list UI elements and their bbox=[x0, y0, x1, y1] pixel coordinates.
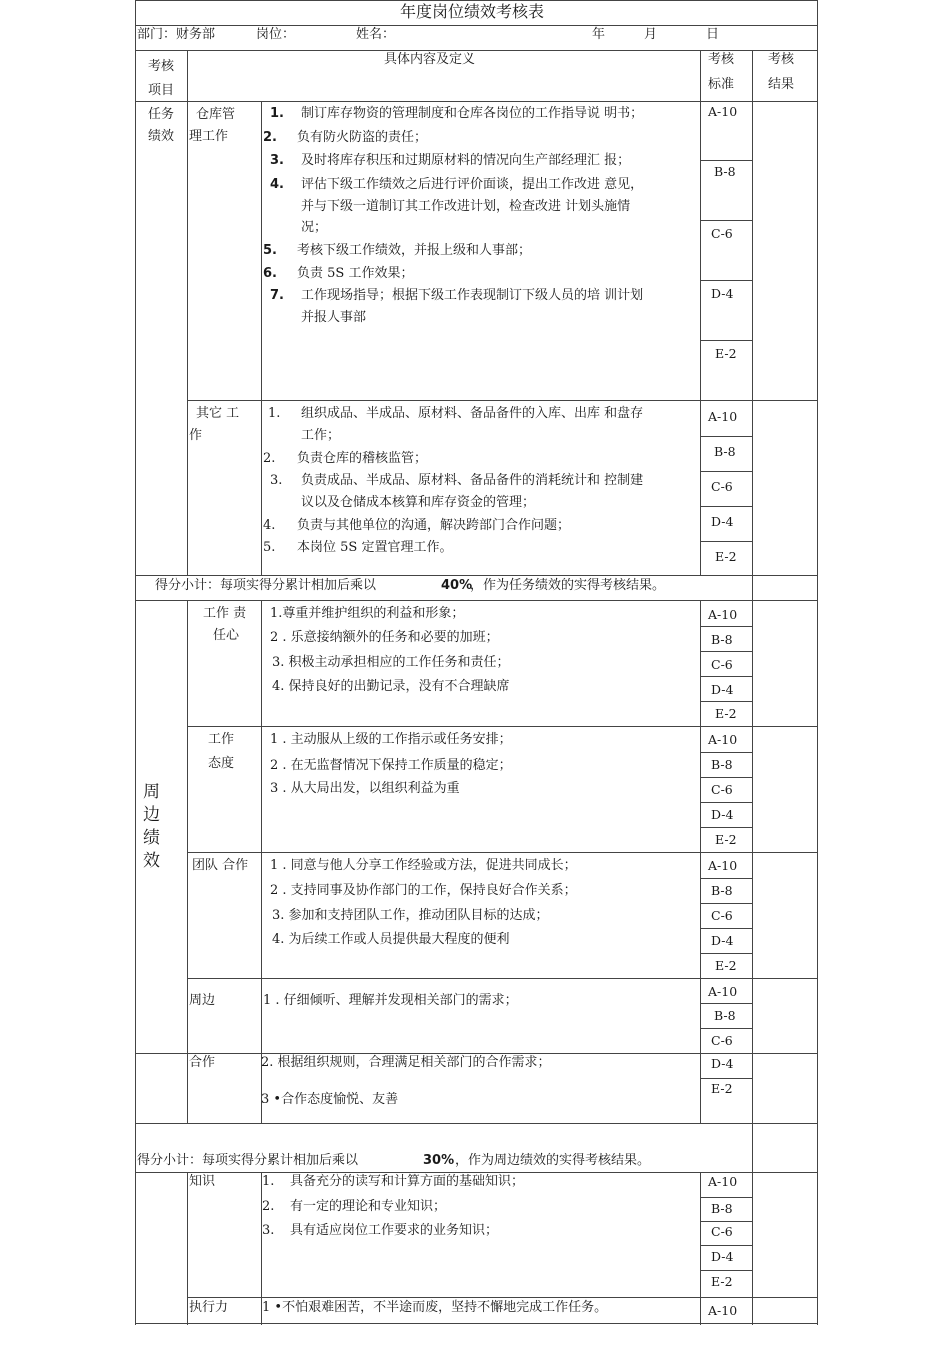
section-label-peripheral: 效 bbox=[143, 851, 160, 871]
list-item: 1.尊重并维护组织的利益和形象； bbox=[270, 606, 465, 621]
list-item: 3. 积极主动承担相应的工作任务和责任； bbox=[272, 655, 510, 670]
list-item: 1 . 主动服从上级的工作指示或任务安排； bbox=[270, 732, 512, 747]
list-item: 1 •不怕艰难困苦，不半途而废，坚持不懈地完成工作任务。 bbox=[262, 1300, 608, 1315]
col-header-result: 考核 bbox=[768, 52, 795, 67]
grade-label: B-8 bbox=[711, 883, 733, 898]
grade-label: A-10 bbox=[708, 607, 738, 622]
page-title: 年度岗位绩效考核表 bbox=[400, 2, 545, 21]
grade-label: B-8 bbox=[714, 164, 736, 179]
section-label-task: 任务 bbox=[148, 107, 175, 122]
grade-label: C-6 bbox=[711, 226, 733, 241]
grade-label: D-4 bbox=[711, 286, 734, 301]
subsection-cooperation: 合作 bbox=[189, 1055, 216, 1070]
grade-label: C-6 bbox=[711, 908, 733, 923]
subsection-warehouse: 仓库管 bbox=[196, 107, 236, 122]
grade-label: E-2 bbox=[715, 346, 737, 361]
grade-label: B-8 bbox=[711, 757, 733, 772]
month-label: 月 bbox=[644, 27, 658, 42]
grade-label: A-10 bbox=[708, 732, 738, 747]
grade-label: B-8 bbox=[714, 444, 736, 459]
col-header-item: 考核 bbox=[148, 59, 175, 74]
grade-label: B-8 bbox=[711, 632, 733, 647]
list-item: 4. 为后续工作或人员提供最大程度的便利 bbox=[272, 932, 510, 947]
grade-label: D-4 bbox=[711, 514, 734, 529]
grade-label: E-2 bbox=[715, 549, 737, 564]
dept-label: 部门：财务部 bbox=[137, 27, 216, 42]
section-label-peripheral: 绩 bbox=[143, 828, 160, 848]
grade-label: D-4 bbox=[711, 682, 734, 697]
grade-label: A-10 bbox=[708, 104, 738, 119]
subsection-execution: 执行力 bbox=[189, 1300, 229, 1315]
list-item: 4. 保持良好的出勤记录，没有不合理缺席 bbox=[272, 679, 510, 694]
section-label-peripheral: 周 bbox=[143, 782, 160, 802]
subsection-responsibility: 工作 责 bbox=[203, 606, 247, 621]
col-header-standard: 标准 bbox=[708, 77, 735, 92]
grade-label: D-4 bbox=[711, 933, 734, 948]
subsection-other: 其它 工 bbox=[196, 406, 240, 421]
list-item: 2 . 在无监督情况下保持工作质量的稳定； bbox=[270, 758, 512, 773]
list-item: 2. 根据组织规则，合理满足相关部门的合作需求； bbox=[261, 1055, 551, 1070]
grade-label: A-10 bbox=[708, 858, 738, 873]
subsection-cooperation: 周边 bbox=[189, 993, 216, 1008]
grade-label: A-10 bbox=[708, 409, 738, 424]
list-item: 1 . 仔细倾听、理解并发现相关部门的需求； bbox=[263, 993, 518, 1008]
grade-label: C-6 bbox=[711, 782, 733, 797]
subsection-attitude: 态度 bbox=[208, 756, 235, 771]
subsection-attitude: 工作 bbox=[208, 732, 235, 747]
grade-label: A-10 bbox=[708, 984, 738, 999]
subsection-knowledge: 知识 bbox=[189, 1174, 216, 1189]
list-item: 1 . 同意与他人分享工作经验或方法，促进共同成长； bbox=[270, 858, 577, 873]
list-item: 2 . 支持同事及协作部门的工作，保持良好合作关系； bbox=[270, 883, 577, 898]
subsection-warehouse: 理工作 bbox=[189, 129, 229, 144]
grade-label: B-8 bbox=[714, 1008, 736, 1023]
grade-label: C-6 bbox=[711, 479, 733, 494]
grade-label: C-6 bbox=[711, 1033, 733, 1048]
col-header-standard: 考核 bbox=[708, 52, 735, 67]
list-item: 3 . 从大局出发，以组织利益为重 bbox=[270, 781, 460, 796]
grade-label: E-2 bbox=[715, 706, 737, 721]
grade-label: D-4 bbox=[711, 1249, 734, 1264]
year-label: 年 bbox=[592, 27, 606, 42]
grade-label: A-10 bbox=[708, 1174, 738, 1189]
section-label-task: 绩效 bbox=[148, 129, 175, 144]
grade-label: C-6 bbox=[711, 657, 733, 672]
grade-label: E-2 bbox=[715, 958, 737, 973]
subsection-team: 团队 合作 bbox=[192, 858, 249, 873]
subsection-other: 作 bbox=[189, 428, 203, 443]
name-label: 姓名： bbox=[356, 27, 396, 42]
grade-label: A-10 bbox=[708, 1303, 738, 1318]
col-header-item: 项目 bbox=[148, 83, 175, 98]
grade-label: D-4 bbox=[711, 807, 734, 822]
section-label-peripheral: 边 bbox=[143, 805, 160, 825]
grade-label: E-2 bbox=[715, 832, 737, 847]
list-item: 3. 参加和支持团队工作，推动团队目标的达成； bbox=[272, 908, 549, 923]
subsection-responsibility: 任心 bbox=[213, 628, 240, 643]
list-item: 3 •合作态度愉悦、友善 bbox=[261, 1092, 399, 1107]
grade-label: C-6 bbox=[711, 1224, 733, 1239]
list-item: 2 . 乐意接纳额外的任务和必要的加班； bbox=[270, 630, 499, 645]
grade-label: E-2 bbox=[711, 1081, 733, 1096]
day-label: 日 bbox=[706, 27, 720, 42]
grade-label: D-4 bbox=[711, 1056, 734, 1071]
col-header-result: 结果 bbox=[768, 77, 795, 92]
col-header-content: 具体内容及定义 bbox=[384, 52, 476, 67]
position-label: 岗位： bbox=[256, 27, 296, 42]
grade-label: E-2 bbox=[711, 1274, 733, 1289]
grade-label: B-8 bbox=[711, 1201, 733, 1216]
